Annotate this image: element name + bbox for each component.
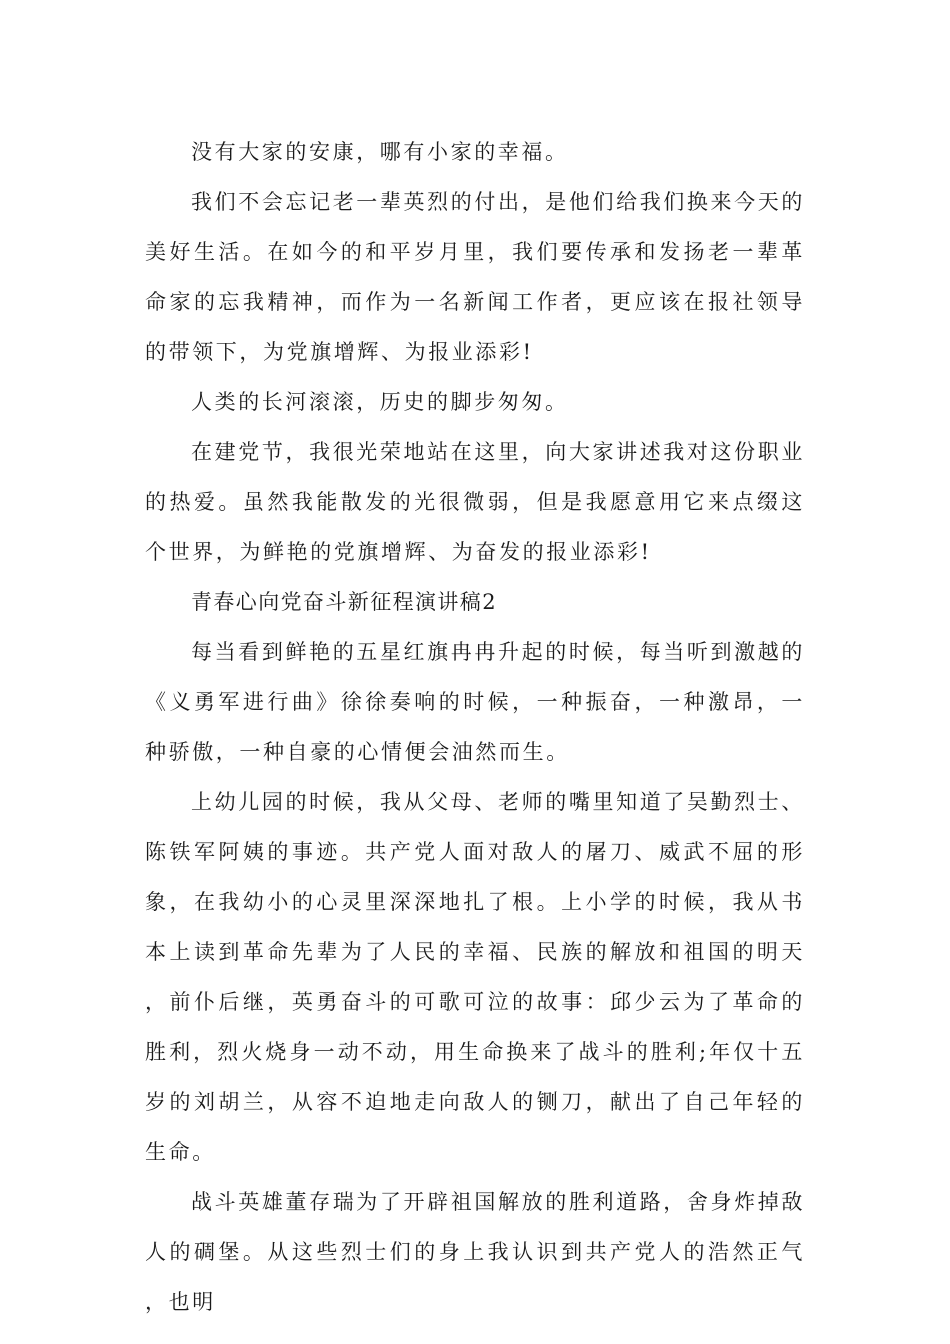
paragraph: 在建党节，我很光荣地站在这里，向大家讲述我对这份职业的热爱。虽然我能散发的光很微弱，但是我愿意用它来点缀这个世界，为鲜艳的党旗增辉、为奋发的报业添彩!	[145, 440, 805, 564]
paragraph: 我们不会忘记老一辈英烈的付出，是他们给我们换来今天的美好生活。在如今的和平岁月里，我们要传承和发扬老一辈革命家的忘我精神，而作为一名新闻工作者，更应该在报社领导的带领下，为党旗增辉、为报业添彩!	[145, 190, 805, 364]
document-body	[145, 127, 805, 1327]
paragraph: 没有大家的安康，哪有小家的幸福。	[191, 140, 569, 164]
paragraph: 人类的长河滚滚，历史的脚步匆匆。	[191, 390, 569, 414]
paragraph: 每当看到鲜艳的五星红旗冉冉升起的时候，每当听到激越的《义勇军进行曲》徐徐奏响的时候，一种振奋，一种激昂，一种骄傲，一种自豪的心情便会油然而生。	[145, 640, 805, 764]
section-title: 青春心向党奋斗新征程演讲稿2	[191, 590, 497, 614]
paragraph: 战斗英雄董存瑞为了开辟祖国解放的胜利道路，舍身炸掉敌人的碉堡。从这些烈士们的身上我认识到共产党人的浩然正气，也明	[145, 1190, 805, 1314]
paragraph: 上幼儿园的时候，我从父母、老师的嘴里知道了吴勤烈士、陈铁军阿姨的事迹。共产党人面对敌人的屠刀、威武不屈的形象，在我幼小的心灵里深深地扎了根。上小学的时候，我从书本上读到革命先辈为了人民的幸福、民族的解放和祖国的明天，前仆后继，英勇奋斗的可歌可泣的故事：邱少云为了革命的胜利，烈火烧身一动不动，用生命换来了战斗的胜利;年仅十五岁的刘胡兰，从容不迫地走向敌人的铡刀，献出了自己年轻的生命。	[145, 790, 805, 1164]
